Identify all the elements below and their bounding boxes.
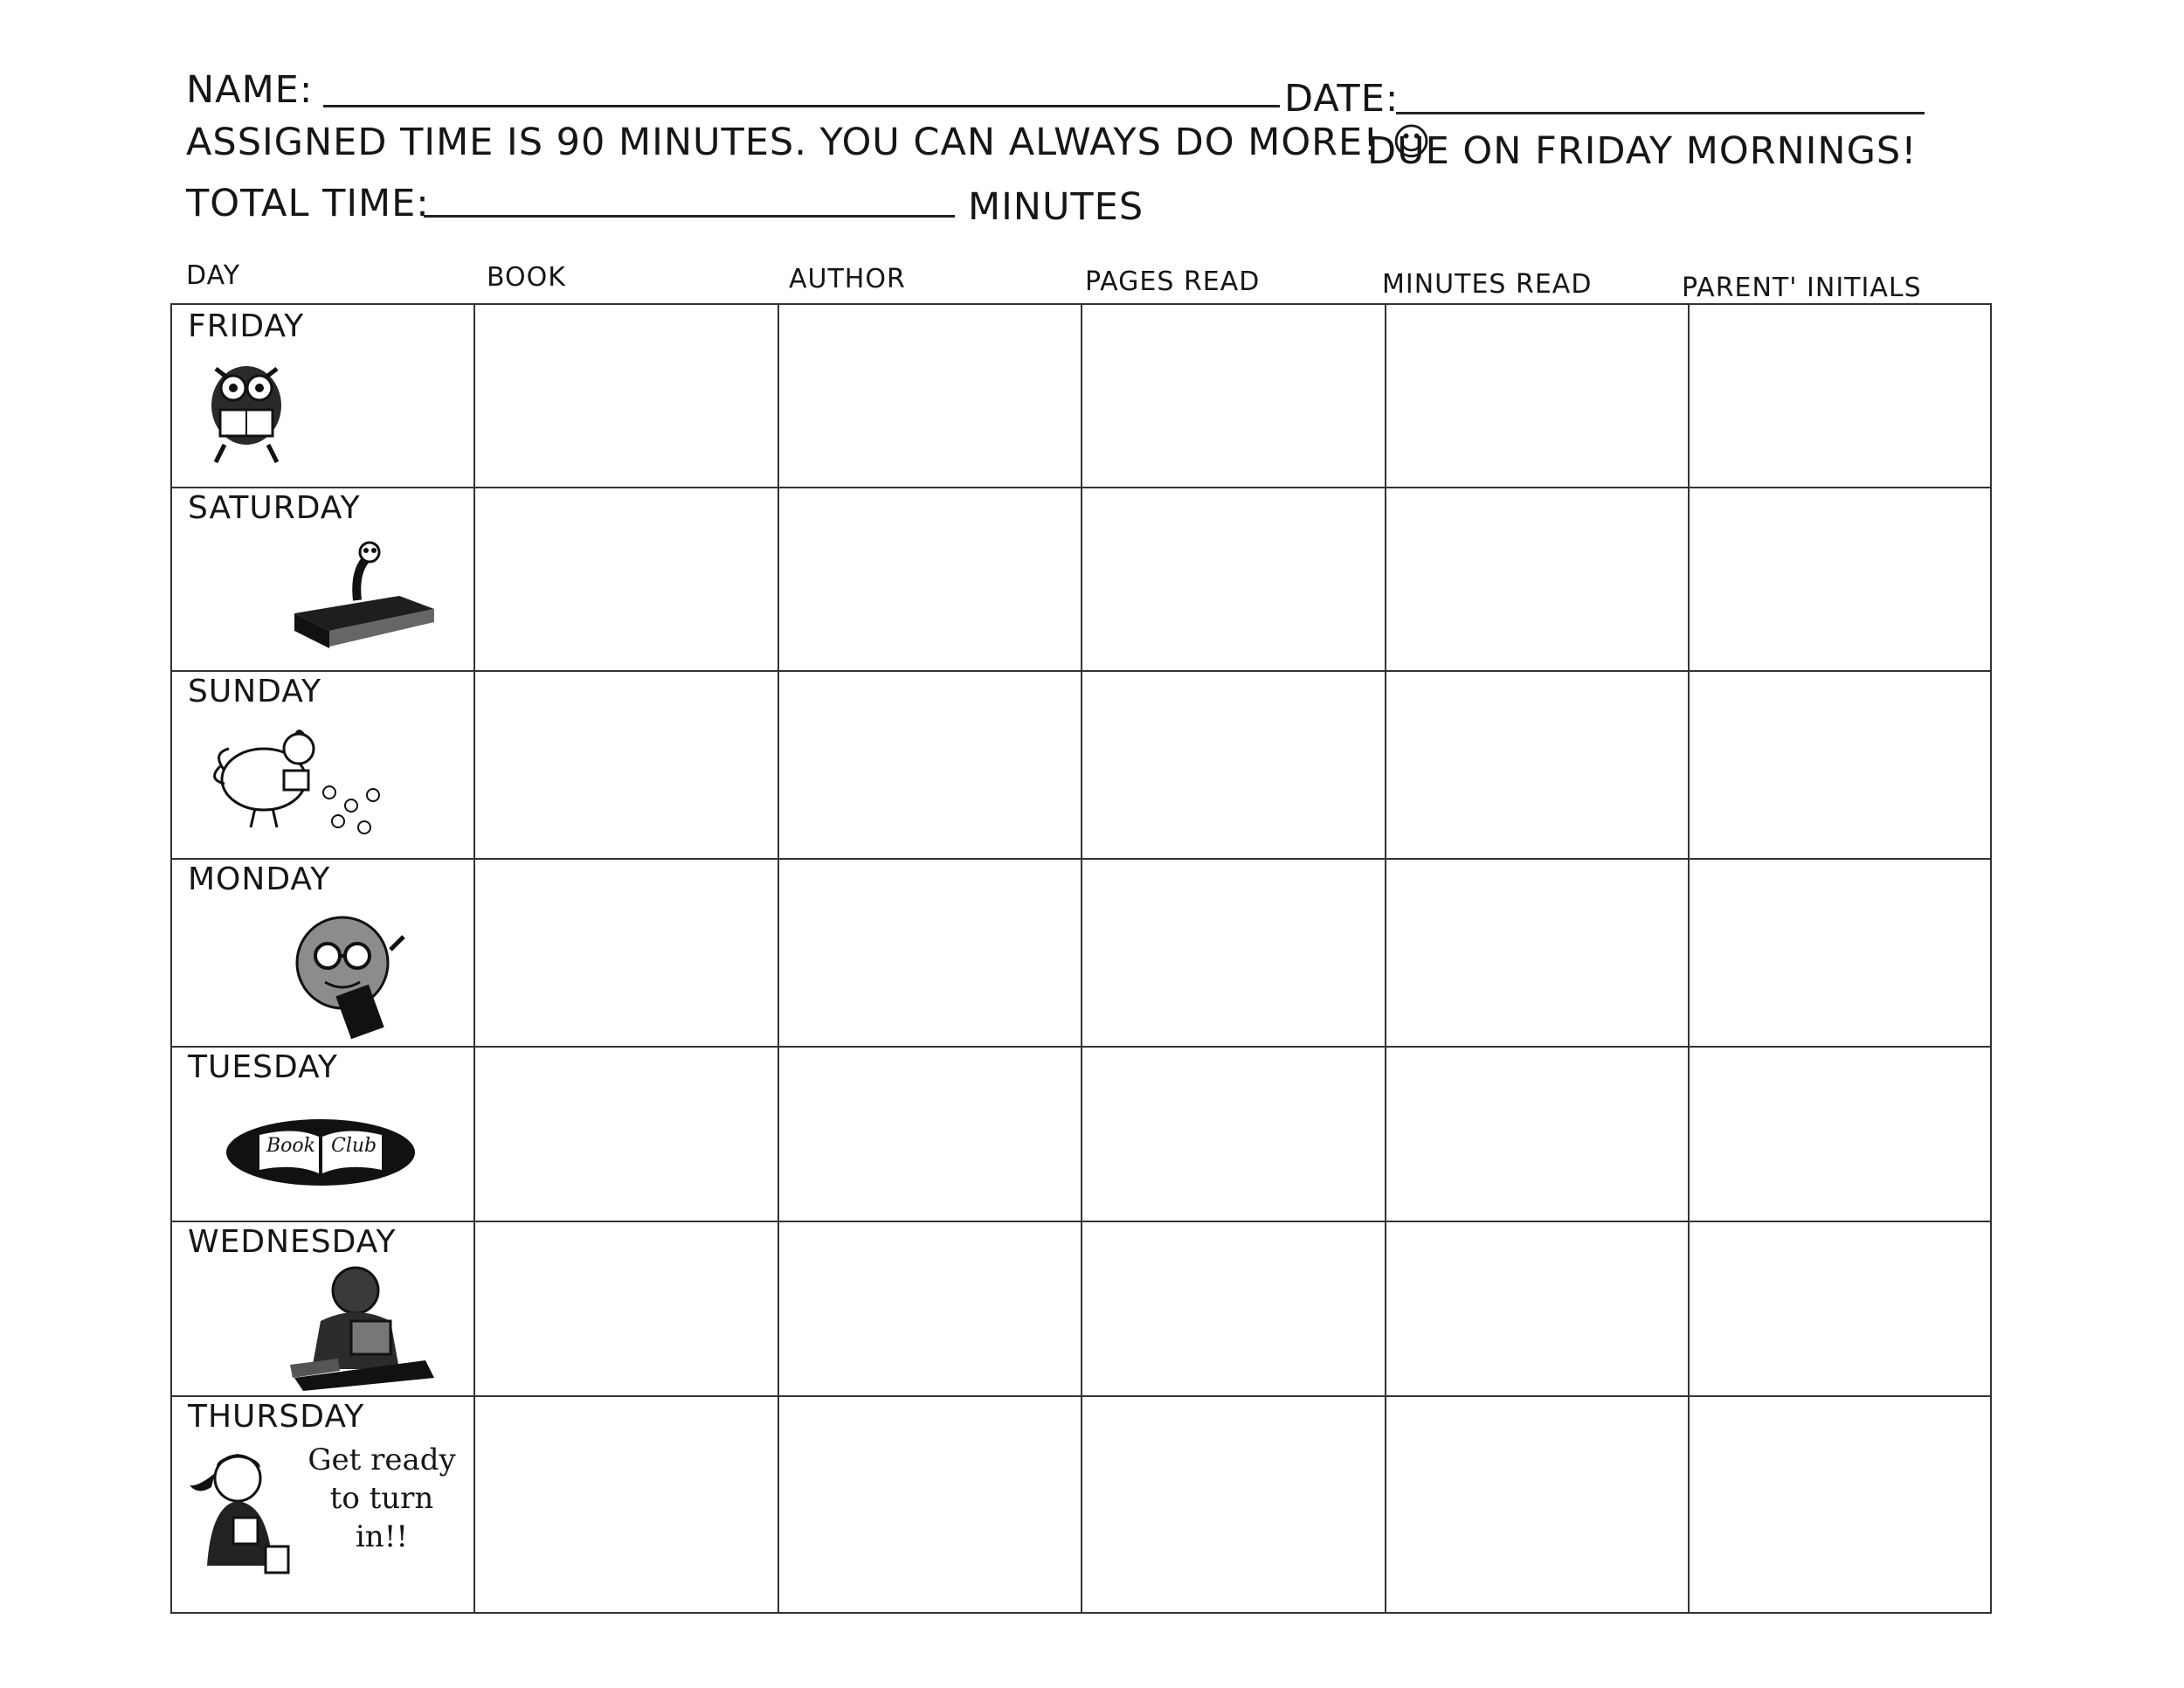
date-label: DATE:	[1284, 77, 1400, 121]
note-line: to turn	[329, 1481, 434, 1516]
note-line: in!!	[355, 1519, 409, 1554]
thursday-note	[294, 1441, 469, 1556]
column-header-book: BOOK	[487, 262, 566, 293]
book-club-word-book: Book	[266, 1135, 315, 1157]
column-header-pages-read: PAGES READ	[1085, 266, 1261, 297]
assigned-time-text: ASSIGNED TIME IS 90 MINUTES. YOU CAN ALWAYS DO MORE! ☺	[186, 121, 1432, 164]
day-label: FRIDAY	[188, 308, 305, 344]
grid-divider	[1081, 305, 1082, 1612]
day-cell-tuesday	[172, 1046, 473, 1221]
day-label: SUNDAY	[188, 674, 322, 709]
name-blank-line[interactable]	[323, 105, 1280, 107]
book-club-word-club: Club	[331, 1135, 377, 1157]
minutes-label: MINUTES	[968, 185, 1144, 229]
grid-divider	[1385, 305, 1386, 1612]
day-label: SATURDAY	[188, 490, 361, 526]
day-cell-wednesday	[172, 1221, 473, 1395]
ball-with-glasses-icon	[277, 902, 425, 1041]
girl-reading-icon	[185, 1443, 299, 1583]
day-cell-saturday	[172, 487, 473, 670]
column-header-author: AUTHOR	[789, 264, 906, 294]
day-label: MONDAY	[188, 861, 331, 897]
reading-log-table	[170, 303, 1992, 1614]
child-reading-icon	[286, 1256, 443, 1395]
date-blank-line[interactable]	[1396, 112, 1925, 114]
column-header-day: DAY	[186, 260, 241, 291]
day-cell-monday	[172, 858, 473, 1046]
grid-divider	[473, 305, 475, 1612]
grid-divider	[778, 305, 779, 1612]
total-time-label: TOTAL TIME:	[186, 182, 430, 225]
day-label: THURSDAY	[188, 1399, 365, 1435]
day-cell-sunday	[172, 670, 473, 858]
note-line: Get ready	[308, 1442, 456, 1477]
due-text: DUE ON FRIDAY MORNINGS!	[1367, 129, 1918, 173]
grid-divider	[1688, 305, 1690, 1612]
total-time-blank-line[interactable]	[424, 215, 955, 218]
owl-reading-icon	[185, 344, 308, 467]
bookworm-icon	[286, 535, 443, 657]
day-cell-thursday	[172, 1395, 473, 1614]
day-cell-friday	[172, 305, 473, 487]
column-header-parent-initials: PARENT' INITIALS	[1682, 273, 1922, 303]
column-header-minutes-read: MINUTES READ	[1382, 269, 1593, 300]
name-label: NAME:	[186, 68, 314, 112]
hen-reading-icon	[207, 718, 390, 849]
day-label: TUESDAY	[188, 1049, 338, 1085]
day-label: WEDNESDAY	[188, 1224, 397, 1260]
book-club-icon	[225, 1116, 417, 1190]
